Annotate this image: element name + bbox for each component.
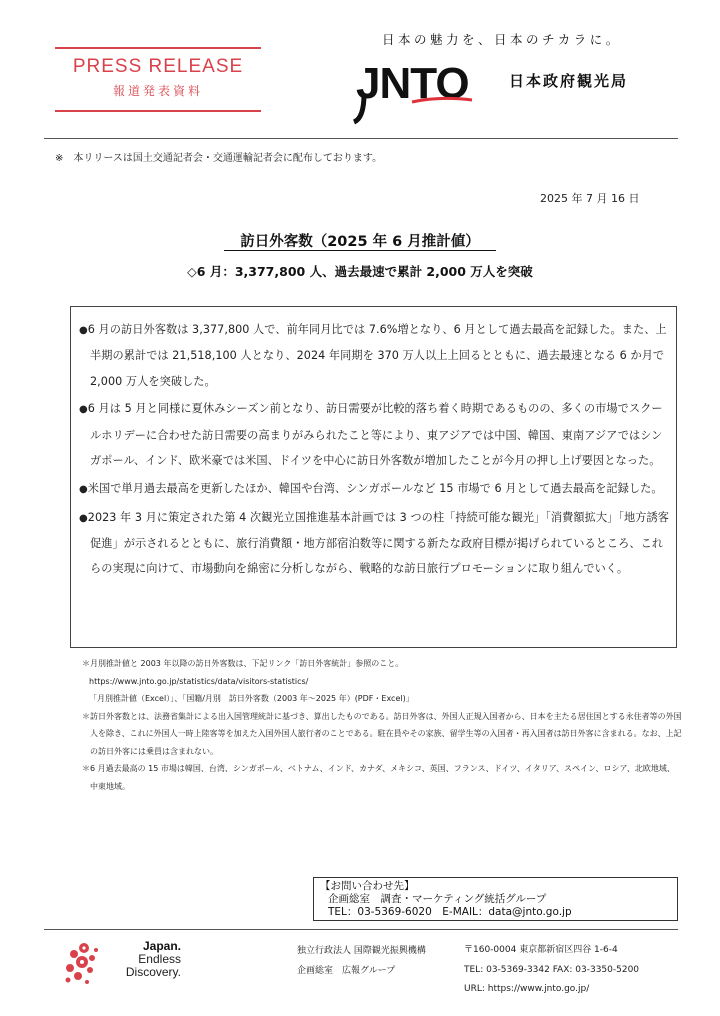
summary-bullets: [79, 317, 671, 584]
footer-divider: [44, 929, 678, 930]
summary-box: [70, 306, 677, 648]
statistics-files: 「月別推計値（Excel）」、「国籍/月別 訪日外客数（2003 年～2025 年）(PDF・Excel)」: [89, 694, 414, 703]
tagline: 日本の魅力を、日本のチカラに。: [382, 32, 622, 47]
jnto-logo: [350, 58, 490, 126]
postal-address: 〒160-0004 東京都新宿区四谷 1-6-4: [464, 945, 618, 955]
logo-line-1: Japan.: [142, 939, 181, 953]
press-release-subtitle: 報道発表資料: [112, 84, 203, 98]
organization-info: [297, 941, 426, 981]
logo-line-2: Endless: [138, 952, 181, 966]
contact-heading: 【お問い合わせ先】: [320, 880, 415, 892]
organization-address: [464, 941, 639, 1000]
distribution-notice: ※ 本リリースは国土交通記者会・交通運輸記者会に配布しております。: [55, 153, 383, 164]
jnto-logo-text: JNTO: [356, 59, 469, 108]
organization-name: 独立行政法人 国際観光振興機構: [297, 946, 426, 956]
title-underline: [224, 250, 496, 251]
summary-bullet: ● 6 月の訪日外客数は 3,377,800 人で、前年同月比では 7.6%増となり、6 月として過去最高を記録した。また、上半期の累計では 21,518,100 人となり、2024 年同期を 370 万人以上上回るとともに、過去最速となる 6 か月で 2,000 万人を突破した。: [79, 317, 671, 394]
agency-name: 日本政府観光局: [509, 72, 629, 90]
footnote-2: ＊訪日外客数とは、法務省集計による出入国管理統計に基づき、算出したものである。訪日外客は、外国人正規入国者から、日本を主たる居住国とする永住者等の外国人を除き、これに外国人一時上陸客等を加えた入国外国人旅行者のことである。駐在員やその家族、留学生等の入国者・再入国者は訪日外客に含まれる。なお、上記の訪日外客には乗員は含まれない。: [82, 711, 682, 756]
press-release-top-line: [55, 47, 261, 49]
logo-line-3: Discovery.: [125, 965, 181, 979]
contact-box: [313, 877, 678, 921]
statistics-link[interactable]: https://www.jnto.go.jp/statistics/data/visitors-statistics/: [89, 676, 309, 686]
release-date: 2025 年 7 月 16 日: [540, 192, 640, 205]
document-title: 訪日外客数（2025 年 6 月推計値）: [240, 234, 480, 250]
summary-bullet: ● 2023 年 3 月に策定された第 4 次観光立国推進基本計画では 3 つの柱「持続可能な観光」「消費額拡大」「地方誘客促進」が示されるとともに、旅行消費額・地方部宿泊数等に関する新たな政府目標が掲げられているところ、これらの実現に向けて、市場動向を綿密に分析しながら、戦略的な訪日旅行プロモーションに取り組んでいく。: [79, 505, 671, 582]
summary-bullet: ● 米国で単月過去最高を更新したほか、韓国や台湾、シンガポールなど 15 市場で 6 月として過去最高を記録した。: [79, 476, 671, 502]
tel-fax: TEL: 03-5369-3342 FAX: 03-3350-5200: [464, 964, 640, 975]
footnote-1: ＊月別推計値と 2003 年以降の訪日外客数は、下記リンク「訪日外客統計」参照のこと。: [82, 659, 404, 668]
contact-department: 企画総室 調査・マーケティング統括グループ: [328, 893, 547, 905]
footnotes: [82, 655, 682, 795]
press-release-label: PRESS RELEASE: [72, 56, 244, 77]
organization-department: 企画総室 広報グループ: [297, 966, 396, 976]
footnote-3: ＊6 月過去最高の 15 市場は韓国、台湾、シンガポール、ベトナム、インド、カナダ、メキシコ、英国、フランス、ドイツ、イタリア、スペイン、ロシア、北欧地域、中東地域。: [82, 764, 675, 791]
website-url[interactable]: URL: https://www.jnto.go.jp/: [464, 984, 590, 994]
press-release-bottom-line: [55, 110, 261, 112]
summary-bullet: ● 6 月は 5 月と同様に夏休みシーズン前となり、訪日需要が比較的落ち着く時期であるものの、多くの市場でスクールホリデーに合わせた訪日需要の高まりがみられたこと等により、東アジアでは中国、韓国、東南アジアではシンガポール、インド、欧米豪では米国、ドイツを中心に訪日外客数が増加したことが今月の押し上げ要因となった。: [79, 396, 671, 473]
japan-endless-discovery-text: [117, 940, 181, 979]
document-subtitle: ◇6 月：3,377,800 人、過去最速で累計 2,000 万人を突破: [187, 264, 533, 279]
contact-tel-email[interactable]: TEL：03-5369-6020 E-MAIL：data@jnto.go.jp: [328, 906, 572, 918]
header-divider: [44, 138, 678, 139]
